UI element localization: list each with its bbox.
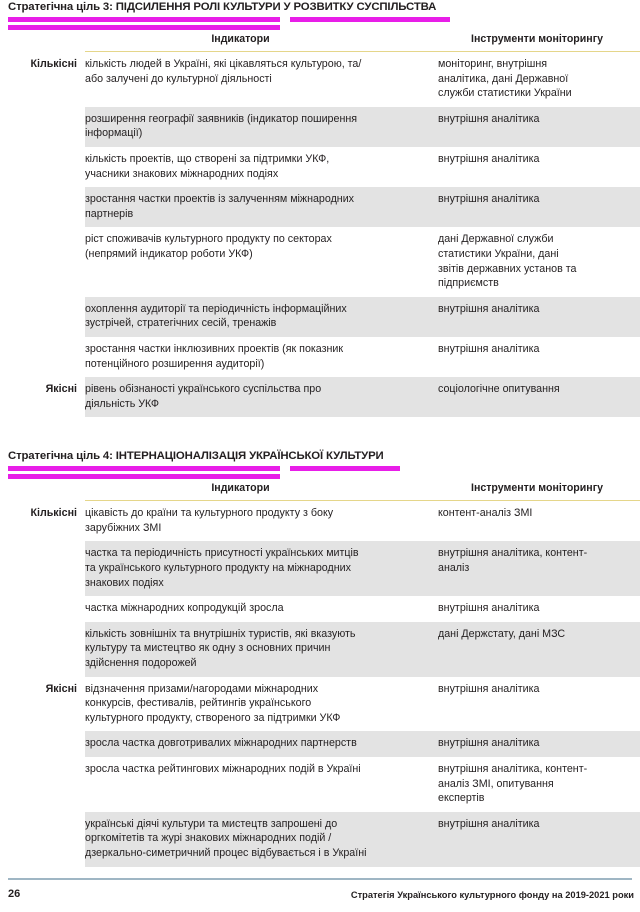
row-type-label: Якісні (0, 677, 85, 732)
table-row (0, 227, 640, 296)
decorative-bars-goal-4 (0, 465, 640, 481)
indicator-cell: зростання частки проектів із залученням міжнародних партнерів (85, 187, 438, 227)
row-type-label (0, 297, 85, 337)
row-type-label (0, 596, 85, 622)
strategic-goal-4-section (0, 449, 640, 866)
row-type-label (0, 107, 85, 147)
monitoring-tool-cell: внутрішня аналітика (438, 342, 540, 355)
row-type-label (0, 622, 85, 677)
row-type-label (0, 187, 85, 227)
decorative-bars-goal-3 (0, 16, 640, 32)
column-header-type (0, 33, 85, 52)
monitoring-tool-cell: внутрішня аналітика, контент- аналіз (438, 541, 640, 596)
monitoring-tool-cell: внутрішня аналітика, контент- аналіз ЗМІ, опитування експертів (438, 763, 588, 805)
footer-divider (8, 878, 632, 880)
table-row (0, 52, 640, 107)
table-body-goal-3 (0, 52, 640, 418)
table-row (0, 731, 640, 757)
magenta-bar-top-left (8, 466, 280, 471)
magenta-bar-bottom (8, 474, 280, 479)
column-header-indicators: Індикатори (85, 33, 438, 52)
table-row (0, 187, 640, 227)
indicator-cell: кількість зовнішніх та внутрішніх туристів, які вказують культуру та мистецтво як одну з основних причин здійснення подорожей (85, 622, 438, 677)
section-title-goal-4: Стратегічна ціль 4: ІНТЕРНАЦІОНАЛІЗАЦІЯ УКРАЇНСЬКОЇ КУЛЬТУРИ (8, 450, 384, 463)
table-row (0, 147, 640, 187)
indicator-cell: охоплення аудиторії та періодичність інформаційних зустрічей, стратегічних сесій, тренажів (85, 297, 438, 337)
monitoring-tool-cell: внутрішня аналітика (438, 812, 640, 867)
monitoring-tool-cell: внутрішня аналітика (438, 682, 540, 695)
monitoring-tool-cell: внутрішня аналітика (438, 602, 540, 615)
row-type-label: Кількісні (0, 52, 85, 107)
row-type-label (0, 147, 85, 187)
row-type-label (0, 731, 85, 757)
magenta-bar-top-right (290, 466, 400, 471)
table-row (0, 757, 640, 812)
table-header-row (0, 482, 640, 501)
footer-note: Стратегія Українського культурного фонду на 2019-2021 роки (350, 890, 634, 900)
row-type-label (0, 812, 85, 867)
table-row (0, 541, 640, 596)
magenta-bar-top-left (8, 17, 280, 22)
page-number: 26 (8, 888, 21, 900)
column-header-tools: Інструменти моніторингу (438, 482, 640, 501)
monitoring-tool-cell: внутрішня аналітика (438, 731, 640, 757)
column-header-tools: Інструменти моніторингу (438, 33, 640, 52)
row-type-label (0, 337, 85, 377)
monitoring-tool-cell: внутрішня аналітика (438, 107, 640, 147)
table-row (0, 337, 640, 377)
monitoring-tool-cell: моніторинг, внутрішня аналітика, дані Державної служби статистики України (438, 58, 572, 100)
indicator-cell: кількість людей в Україні, які цікавляться культурою, та/ або залучені до культурної діяльності (85, 58, 362, 85)
page-footer (0, 878, 640, 912)
indicator-cell: зростання частки інклюзивних проектів (як показник потенційного розширення аудиторії) (85, 342, 344, 370)
indicator-cell: українські діячі культури та мистецтв запрошені до оргкомітетів та журі знакових міжнародних подій / дзеркально-симетричний процес відбувається і в Україні (85, 812, 438, 867)
indicator-cell: цікавість до країни та культурного продукту з боку зарубіжних ЗМІ (85, 507, 334, 534)
table-header-row (0, 33, 640, 52)
monitoring-tool-cell: дані Держстату, дані МЗС (438, 622, 640, 677)
table-row (0, 107, 640, 147)
indicator-cell: ріст споживачів культурного продукту по секторах (непрямий індикатор роботи УКФ) (85, 233, 332, 260)
row-type-label (0, 541, 85, 596)
row-type-label (0, 757, 85, 812)
column-header-type (0, 482, 85, 501)
table-row (0, 622, 640, 677)
row-type-label: Кількісні (0, 501, 85, 542)
strategic-goal-3-section (0, 0, 640, 417)
monitoring-tool-cell: внутрішня аналітика (438, 152, 540, 165)
table-row (0, 297, 640, 337)
monitoring-tool-cell: внутрішня аналітика (438, 187, 640, 227)
monitoring-tool-cell: контент-аналіз ЗМІ (438, 507, 533, 520)
column-header-indicators: Індикатори (85, 482, 438, 501)
table-row (0, 596, 640, 622)
table-row (0, 501, 640, 542)
indicator-cell: кількість проектів, що створені за підтримки УКФ, учасники знакових міжнародних подіях (85, 152, 330, 180)
magenta-bar-bottom (8, 25, 280, 30)
indicator-cell: відзначення призами/нагородами міжнародних конкурсів, фестивалів, рейтингів українського культурного продукту, створеного за підтримки УКФ (85, 682, 341, 724)
indicator-cell: частка міжнародних копродукцій зросла (85, 602, 284, 615)
indicator-cell: зросла частка рейтингових міжнародних подій в Україні (85, 763, 361, 775)
table-body-goal-4 (0, 501, 640, 867)
indicator-cell: частка та періодичність присутності українських митців та українського культурного продукту на міжнародних знакових подіях (85, 541, 438, 596)
table-row (0, 677, 640, 732)
section-title-goal-3: Стратегічна ціль 3: ПІДСИЛЕННЯ РОЛІ КУЛЬТУРИ У РОЗВИТКУ СУСПІЛЬСТВА (8, 1, 437, 13)
indicators-table-goal-4 (0, 482, 640, 866)
indicators-table-goal-3 (0, 33, 640, 417)
row-type-label (0, 227, 85, 296)
table-row (0, 377, 640, 417)
indicator-cell: рівень обізнаності українського суспільства про діяльність УКФ (85, 377, 438, 417)
magenta-bar-top-right (290, 17, 450, 22)
indicator-cell: розширення географії заявників (індикатор поширення інформації) (85, 107, 438, 147)
monitoring-tool-cell: дані Державної служби статистики України, дані звітів державних установ та підприємств (438, 233, 577, 290)
indicator-cell: зросла частка довготривалих міжнародних партнерств (85, 731, 438, 757)
monitoring-tool-cell: внутрішня аналітика (438, 297, 640, 337)
row-type-label: Якісні (0, 377, 85, 417)
table-row (0, 812, 640, 867)
monitoring-tool-cell: соціологічне опитування (438, 377, 640, 417)
